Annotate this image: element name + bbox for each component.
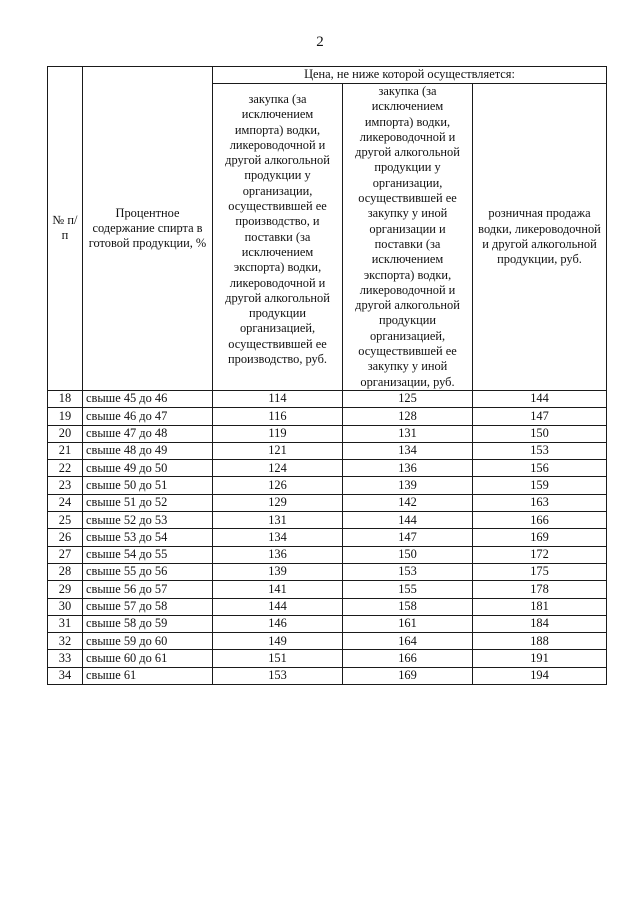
row-price-purchase-producer: 151 (213, 650, 343, 667)
row-price-purchase-producer: 144 (213, 598, 343, 615)
row-price-purchase-other: 131 (343, 425, 473, 442)
table-row (48, 408, 607, 425)
row-price-purchase-producer: 126 (213, 477, 343, 494)
header-purchase-other: закупка (за исключением импорта) водки, ликероводочной и другой алкогольной продукции у организации, осуществившей ее закупку у иной организации и поставки (за исключением экспорта) водки, ликероводочной и другой алкогольной продукции организацией, осуществившей ее закупку у иной организации, руб. (343, 84, 473, 391)
row-price-purchase-producer: 129 (213, 494, 343, 511)
row-price-purchase-other: 153 (343, 563, 473, 580)
row-price-retail: 166 (473, 512, 607, 529)
row-price-purchase-other: 136 (343, 460, 473, 477)
row-number: 28 (48, 563, 83, 580)
row-price-retail: 159 (473, 477, 607, 494)
row-number: 23 (48, 477, 83, 494)
row-price-purchase-other: 166 (343, 650, 473, 667)
table-row (48, 529, 607, 546)
row-number: 20 (48, 425, 83, 442)
row-price-purchase-other: 147 (343, 529, 473, 546)
row-price-retail: 172 (473, 546, 607, 563)
row-price-purchase-producer: 149 (213, 633, 343, 650)
price-table (47, 66, 607, 685)
row-alcohol-range: свыше 51 до 52 (83, 494, 213, 511)
table-row (48, 546, 607, 563)
row-alcohol-range: свыше 55 до 56 (83, 563, 213, 580)
row-price-retail: 153 (473, 442, 607, 459)
row-price-purchase-producer: 121 (213, 442, 343, 459)
table-row (48, 494, 607, 511)
table-row (48, 442, 607, 459)
table-row (48, 563, 607, 580)
table-row (48, 390, 607, 407)
row-number: 31 (48, 615, 83, 632)
row-price-purchase-producer: 153 (213, 667, 343, 684)
row-price-purchase-producer: 114 (213, 390, 343, 407)
row-alcohol-range: свыше 45 до 46 (83, 390, 213, 407)
row-price-purchase-other: 144 (343, 512, 473, 529)
page-number: 2 (316, 34, 324, 50)
row-alcohol-range: свыше 59 до 60 (83, 633, 213, 650)
row-price-purchase-producer: 116 (213, 408, 343, 425)
header-retail: розничная продажа водки, ликероводочной и другой алкогольной продукции, руб. (473, 84, 607, 391)
table-row (48, 512, 607, 529)
row-price-purchase-other: 158 (343, 598, 473, 615)
row-price-purchase-other: 155 (343, 581, 473, 598)
row-price-purchase-other: 128 (343, 408, 473, 425)
row-price-purchase-producer: 124 (213, 460, 343, 477)
header-purchase-producer: закупка (за исключением импорта) водки, ликероводочной и другой алкогольной продукции у организации, осуществившей ее производство, и поставки (за исключением экспорта) водки, ликероводочной и другой алкогольной продукции организацией, осуществившей ее производство, руб. (213, 84, 343, 391)
row-price-purchase-producer: 141 (213, 581, 343, 598)
row-price-purchase-other: 169 (343, 667, 473, 684)
row-alcohol-range: свыше 61 (83, 667, 213, 684)
row-number: 22 (48, 460, 83, 477)
row-price-retail: 191 (473, 650, 607, 667)
row-price-retail: 175 (473, 563, 607, 580)
row-number: 18 (48, 390, 83, 407)
table-row (48, 581, 607, 598)
row-price-purchase-other: 164 (343, 633, 473, 650)
table-row (48, 477, 607, 494)
row-price-retail: 188 (473, 633, 607, 650)
row-price-purchase-other: 134 (343, 442, 473, 459)
row-number: 25 (48, 512, 83, 529)
row-price-purchase-other: 125 (343, 390, 473, 407)
row-price-retail: 169 (473, 529, 607, 546)
row-price-retail: 181 (473, 598, 607, 615)
row-price-purchase-other: 139 (343, 477, 473, 494)
header-num: № п/п (48, 67, 83, 391)
row-number: 26 (48, 529, 83, 546)
row-alcohol-range: свыше 58 до 59 (83, 615, 213, 632)
row-price-retail: 150 (473, 425, 607, 442)
row-alcohol-range: свыше 52 до 53 (83, 512, 213, 529)
row-alcohol-range: свыше 46 до 47 (83, 408, 213, 425)
row-price-purchase-producer: 139 (213, 563, 343, 580)
row-price-retail: 163 (473, 494, 607, 511)
row-number: 19 (48, 408, 83, 425)
row-number: 32 (48, 633, 83, 650)
table-row (48, 615, 607, 632)
row-price-purchase-other: 150 (343, 546, 473, 563)
row-price-purchase-producer: 119 (213, 425, 343, 442)
row-price-purchase-other: 142 (343, 494, 473, 511)
row-alcohol-range: свыше 50 до 51 (83, 477, 213, 494)
row-price-purchase-other: 161 (343, 615, 473, 632)
row-price-purchase-producer: 136 (213, 546, 343, 563)
table-row (48, 633, 607, 650)
row-alcohol-range: свыше 47 до 48 (83, 425, 213, 442)
row-alcohol-range: свыше 56 до 57 (83, 581, 213, 598)
row-alcohol-range: свыше 60 до 61 (83, 650, 213, 667)
header-alcohol-content: Процентное содержание спирта в готовой продукции, % (83, 67, 213, 391)
header-row-group (48, 67, 607, 84)
row-price-retail: 147 (473, 408, 607, 425)
table-row (48, 650, 607, 667)
row-alcohol-range: свыше 48 до 49 (83, 442, 213, 459)
row-number: 30 (48, 598, 83, 615)
row-number: 34 (48, 667, 83, 684)
row-number: 24 (48, 494, 83, 511)
row-price-purchase-producer: 134 (213, 529, 343, 546)
table-row (48, 460, 607, 477)
row-alcohol-range: свыше 57 до 58 (83, 598, 213, 615)
table-row (48, 667, 607, 684)
row-alcohol-range: свыше 53 до 54 (83, 529, 213, 546)
row-price-purchase-producer: 131 (213, 512, 343, 529)
row-number: 21 (48, 442, 83, 459)
table-row (48, 598, 607, 615)
header-price-group: Цена, не ниже которой осуществляется: (213, 67, 607, 84)
row-price-retail: 144 (473, 390, 607, 407)
row-number: 29 (48, 581, 83, 598)
row-alcohol-range: свыше 54 до 55 (83, 546, 213, 563)
row-price-retail: 184 (473, 615, 607, 632)
row-alcohol-range: свыше 49 до 50 (83, 460, 213, 477)
row-price-retail: 178 (473, 581, 607, 598)
row-price-retail: 194 (473, 667, 607, 684)
row-number: 27 (48, 546, 83, 563)
row-price-retail: 156 (473, 460, 607, 477)
row-number: 33 (48, 650, 83, 667)
table-row (48, 425, 607, 442)
row-price-purchase-producer: 146 (213, 615, 343, 632)
table-body (48, 390, 607, 684)
